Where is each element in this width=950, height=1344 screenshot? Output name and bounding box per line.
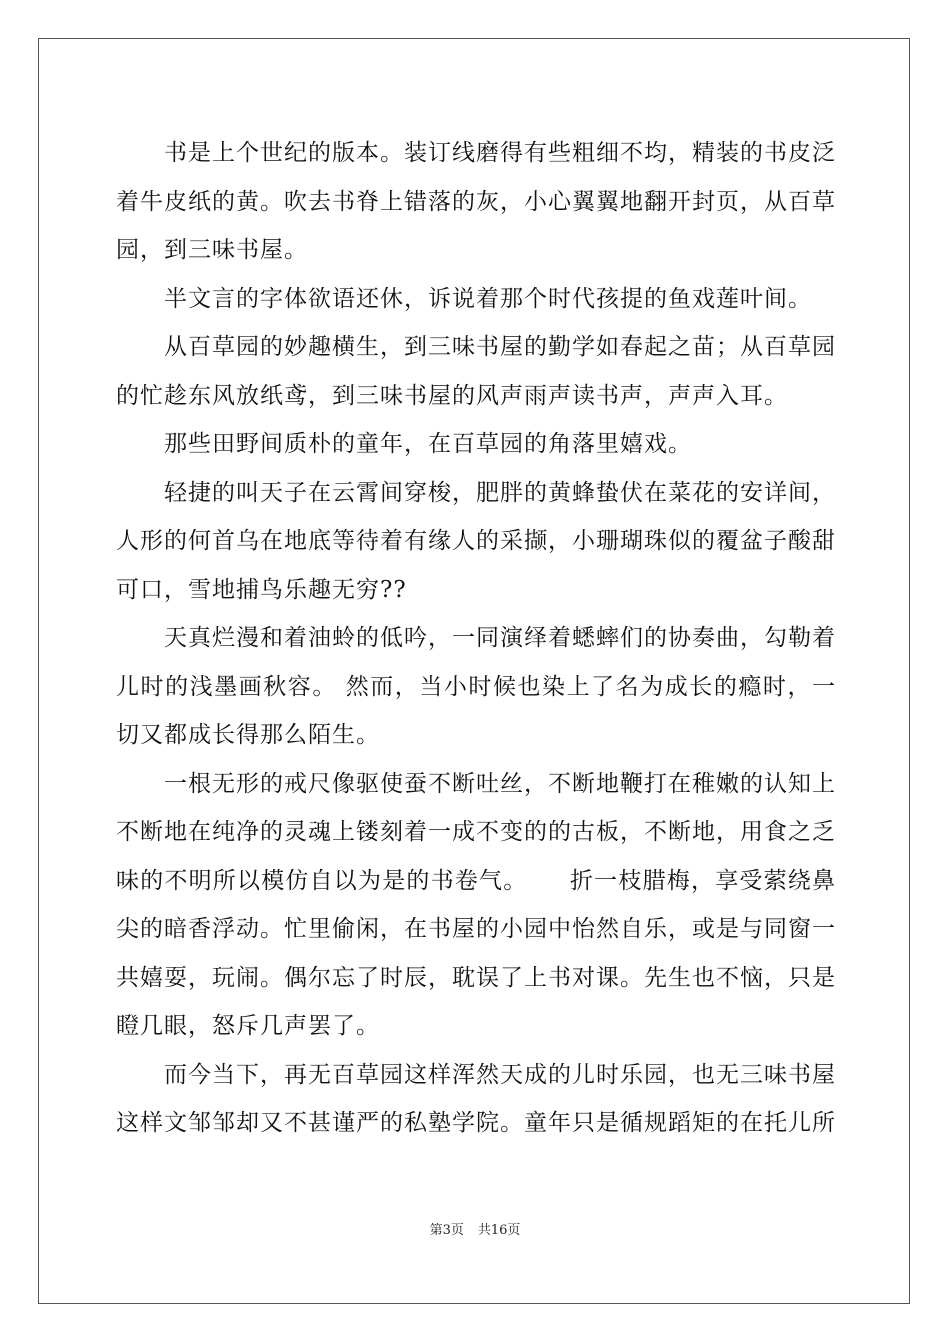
page-number-total: 共16页 [477,1223,521,1238]
document-body [116,129,836,1148]
paragraph: 从百草园的妙趣横生，到三味书屋的勤学如春起之苗；从百草园的忙趁东风放纸鸢，到三味书屋的风声雨声读书声，声声入耳。 [116,334,836,409]
paragraph: 轻捷的叫天子在云霄间穿梭，肥胖的黄蜂蛰伏在菜花的安详间，人形的何首乌在地底等待着有缘人的采撷，小珊瑚珠似的覆盆子酸甜可口，雪地捕鸟乐趣无穷?? [116,479,836,603]
paragraph: 而今当下，再无百草园这样浑然天成的儿时乐园，也无三味书屋这样文邹邹却又不甚谨严的私塾学院。童年只是循规蹈矩的在托儿所 [116,1061,836,1136]
paragraph: 半文言的字体欲语还休，诉说着那个时代孩提的鱼戏莲叶间。 [164,285,812,312]
paragraph: 那些田野间质朴的童年，在百草园的角落里嬉戏。 [164,431,692,457]
paragraph: 书是上个世纪的版本。装订线磨得有些粗细不均，精装的书皮泛着牛皮纸的黄。吹去书脊上错落的灰，小心翼翼地翻开封页，从百草园，到三味书屋。 [116,140,836,263]
page-number-current: 第3页 [429,1223,464,1238]
paragraph: 一根无形的戒尺像驱使蚕不断吐丝，不断地鞭打在稚嫩的认知上不断地在纯净的灵魂上镂刻着一成不变的的古板，不断地，用食之乏味的不明所以模仿自以为是的书卷气。 折一枝腊梅，享受萦绕鼻尖的暗香浮动。忙里偷闲，在书屋的小园中怡然自乐，或是与同窗一共嬉耍，玩闹。偶尔忘了时辰，耽误了上书对课。先生也不恼，只是瞪几眼，怒斥几声罢了。 [116,770,836,1039]
paragraph: 天真烂漫和着油蛉的低吟，一同演绎着蟋蟀们的协奏曲，勾勒着儿时的浅墨画秋容。 然而，当小时候也染上了名为成长的瘾时，一切又都成长得那么陌生。 [116,625,836,748]
page-footer [0,1219,950,1238]
